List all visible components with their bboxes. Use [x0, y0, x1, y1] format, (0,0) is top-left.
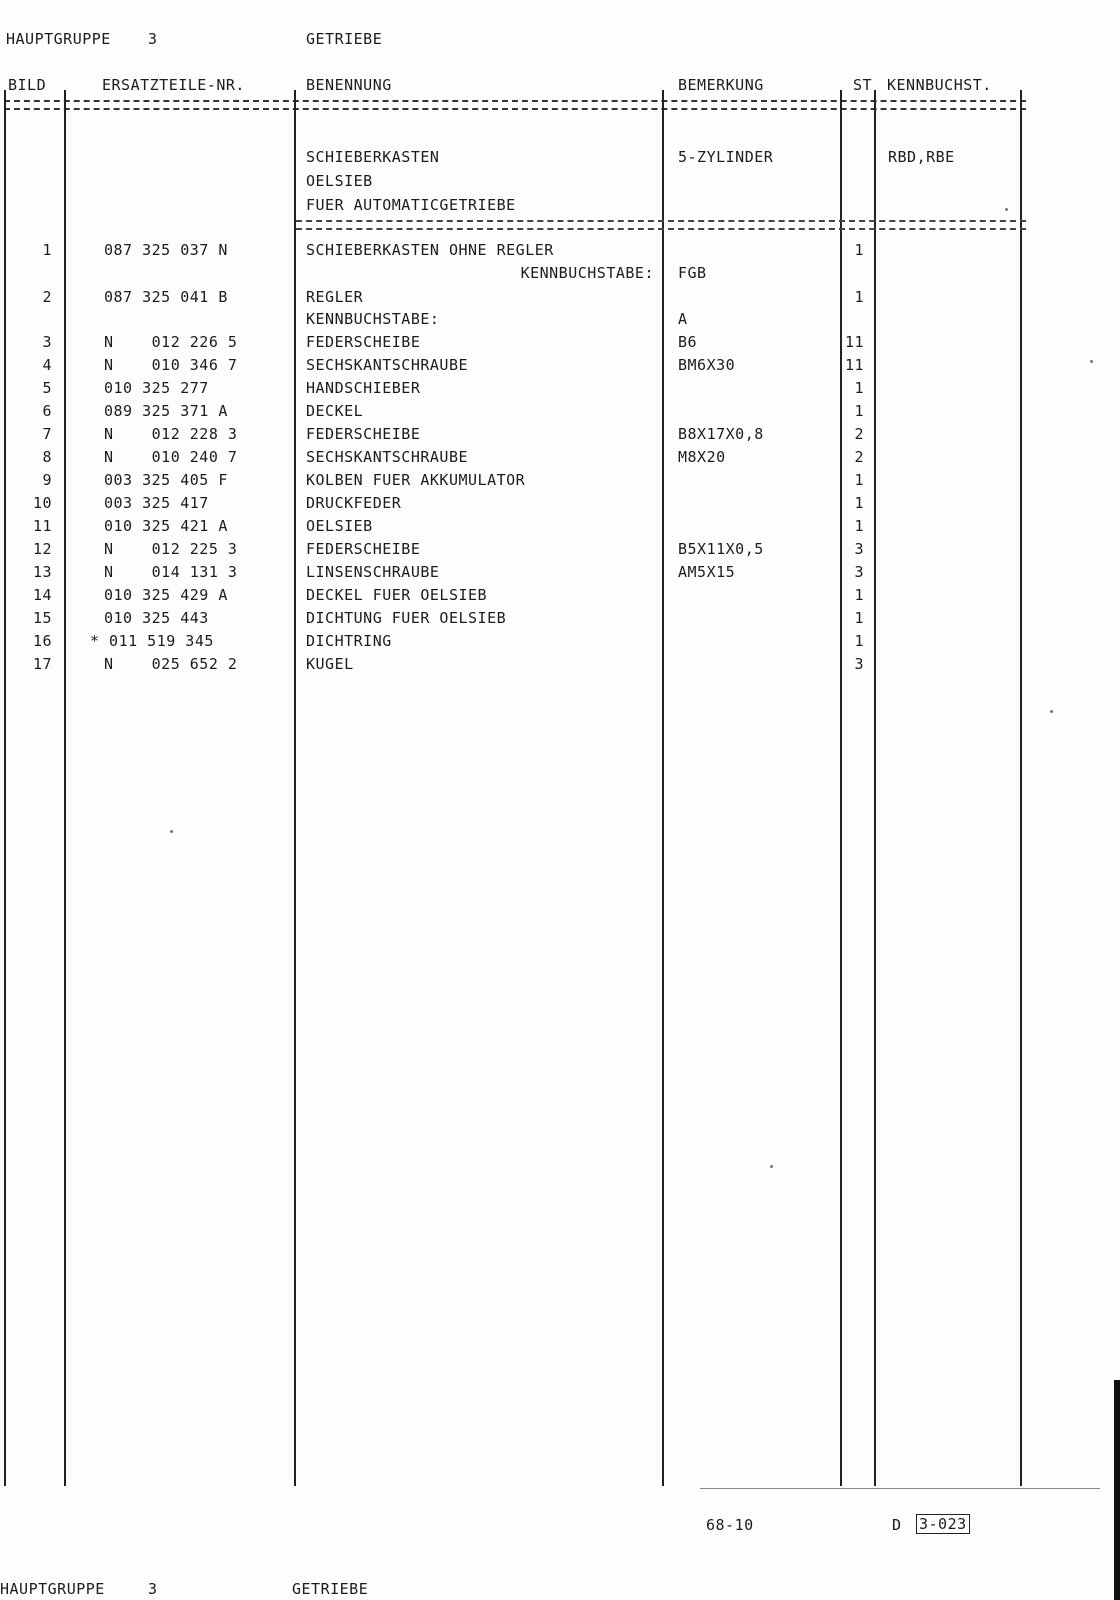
row-name: KENNBUCHSTABE:: [306, 310, 440, 328]
column-rule: [294, 90, 296, 1486]
row-bemerkung: B6: [678, 333, 698, 351]
footer-lang: D: [892, 1516, 902, 1534]
row-st: 3: [854, 655, 864, 673]
scan-speck: [170, 830, 173, 833]
row-name: DICHTRING: [306, 632, 392, 650]
row-bild: 17: [32, 655, 52, 673]
row-part-number: N 012 226 5: [104, 333, 238, 351]
scan-edge-bar: [1114, 1380, 1120, 1600]
scan-speck: [1050, 710, 1053, 713]
group-kennbuchst: RBD,RBE: [888, 148, 955, 166]
footer-code: 68-10: [706, 1516, 754, 1534]
row-bild: 16: [32, 632, 52, 650]
col-header-bemerkung: BEMERKUNG: [678, 76, 764, 94]
row-bild: 15: [32, 609, 52, 627]
row-bild: 2: [42, 288, 52, 306]
col-header-st: ST: [853, 76, 873, 94]
footer-page-ref: 3-023: [916, 1514, 970, 1534]
row-name: KOLBEN FUER AKKUMULATOR: [306, 471, 526, 489]
col-header-kennbuchst: KENNBUCHST.: [887, 76, 992, 94]
row-bild: 13: [32, 563, 52, 581]
group-bemerkung: 5-ZYLINDER: [678, 148, 774, 166]
row-bemerkung: M8X20: [678, 448, 726, 466]
scan-speck: [770, 1165, 773, 1168]
row-part-number: 010 325 277: [104, 379, 209, 397]
row-bild: 6: [42, 402, 52, 420]
group-line-1: SCHIEBERKASTEN: [306, 148, 440, 166]
next-hauptgruppe-number: 3: [148, 1580, 158, 1598]
row-part-number: N 010 346 7: [104, 356, 238, 374]
col-header-benennung: BENENNUNG: [306, 76, 392, 94]
row-st: 3: [854, 563, 864, 581]
row-name: FEDERSCHEIBE: [306, 333, 421, 351]
row-name: REGLER: [306, 288, 364, 306]
next-group-title: GETRIEBE: [292, 1580, 369, 1598]
row-part-number: * 011 519 345: [90, 632, 214, 650]
row-part-number: 087 325 041 B: [104, 288, 228, 306]
row-bild: 9: [42, 471, 52, 489]
row-bild: 10: [32, 494, 52, 512]
row-part-number: N 012 228 3: [104, 425, 238, 443]
column-rule: [662, 90, 664, 1486]
scan-speck: [1090, 360, 1093, 363]
row-name: OELSIEB: [306, 517, 373, 535]
group-separator: [296, 220, 1026, 230]
row-st: 11: [844, 356, 864, 374]
row-bemerkung: AM5X15: [678, 563, 736, 581]
row-name: FEDERSCHEIBE: [306, 540, 421, 558]
row-name: KUGEL: [306, 655, 354, 673]
row-st: 2: [854, 425, 864, 443]
row-bild: 3: [42, 333, 52, 351]
row-st: 1: [854, 494, 864, 512]
row-part-number: N 012 225 3: [104, 540, 238, 558]
column-rule: [874, 90, 876, 1486]
row-bild: 4: [42, 356, 52, 374]
row-bild: 8: [42, 448, 52, 466]
row-name: LINSENSCHRAUBE: [306, 563, 440, 581]
scan-rule: [700, 1488, 1100, 1489]
row-st: 1: [854, 379, 864, 397]
row-bemerkung: BM6X30: [678, 356, 736, 374]
row-bemerkung: FGB: [678, 264, 707, 282]
row-part-number: 010 325 421 A: [104, 517, 228, 535]
row-bild: 11: [32, 517, 52, 535]
row-bild: 5: [42, 379, 52, 397]
row-st: 1: [854, 402, 864, 420]
row-st: 1: [854, 241, 864, 259]
group-title: GETRIEBE: [306, 30, 383, 48]
row-st: 11: [844, 333, 864, 351]
column-rule: [1020, 90, 1022, 1486]
col-header-bild: BILD: [8, 76, 47, 94]
row-part-number: N 025 652 2: [104, 655, 238, 673]
row-part-number: 089 325 371 A: [104, 402, 228, 420]
row-name: KENNBUCHSTABE:: [520, 264, 654, 282]
row-st: 2: [854, 448, 864, 466]
row-st: 1: [854, 288, 864, 306]
row-name: DICHTUNG FUER OELSIEB: [306, 609, 507, 627]
row-part-number: N 010 240 7: [104, 448, 238, 466]
row-st: 1: [854, 517, 864, 535]
group-line-3: FUER AUTOMATICGETRIEBE: [306, 196, 516, 214]
row-part-number: 003 325 417: [104, 494, 209, 512]
row-st: 1: [854, 632, 864, 650]
group-line-2: OELSIEB: [306, 172, 373, 190]
row-part-number: 010 325 429 A: [104, 586, 228, 604]
row-st: 3: [854, 540, 864, 558]
row-bild: 14: [32, 586, 52, 604]
row-part-number: 087 325 037 N: [104, 241, 228, 259]
row-name: SCHIEBERKASTEN OHNE REGLER: [306, 241, 554, 259]
row-st: 1: [854, 471, 864, 489]
column-rule: [64, 90, 66, 1486]
row-part-number: N 014 131 3: [104, 563, 238, 581]
row-bemerkung: B8X17X0,8: [678, 425, 764, 443]
row-bemerkung: A: [678, 310, 688, 328]
row-bild: 1: [42, 241, 52, 259]
row-st: 1: [854, 609, 864, 627]
row-name: DECKEL FUER OELSIEB: [306, 586, 488, 604]
next-hauptgruppe-label: HAUPTGRUPPE: [0, 1580, 105, 1598]
row-name: FEDERSCHEIBE: [306, 425, 421, 443]
column-rule: [4, 90, 6, 1486]
row-name: DECKEL: [306, 402, 364, 420]
row-name: DRUCKFEDER: [306, 494, 402, 512]
row-name: SECHSKANTSCHRAUBE: [306, 356, 469, 374]
scan-speck: [1005, 208, 1008, 211]
col-header-ersatzteile: ERSATZTEILE-NR.: [102, 76, 245, 94]
row-part-number: 003 325 405 F: [104, 471, 228, 489]
row-part-number: 010 325 443: [104, 609, 209, 627]
row-bild: 7: [42, 425, 52, 443]
row-name: HANDSCHIEBER: [306, 379, 421, 397]
hauptgruppe-label: HAUPTGRUPPE: [6, 30, 111, 48]
row-name: SECHSKANTSCHRAUBE: [306, 448, 469, 466]
row-st: 1: [854, 586, 864, 604]
hauptgruppe-number: 3: [148, 30, 158, 48]
row-bild: 12: [32, 540, 52, 558]
row-bemerkung: B5X11X0,5: [678, 540, 764, 558]
header-separator: [4, 100, 1026, 110]
